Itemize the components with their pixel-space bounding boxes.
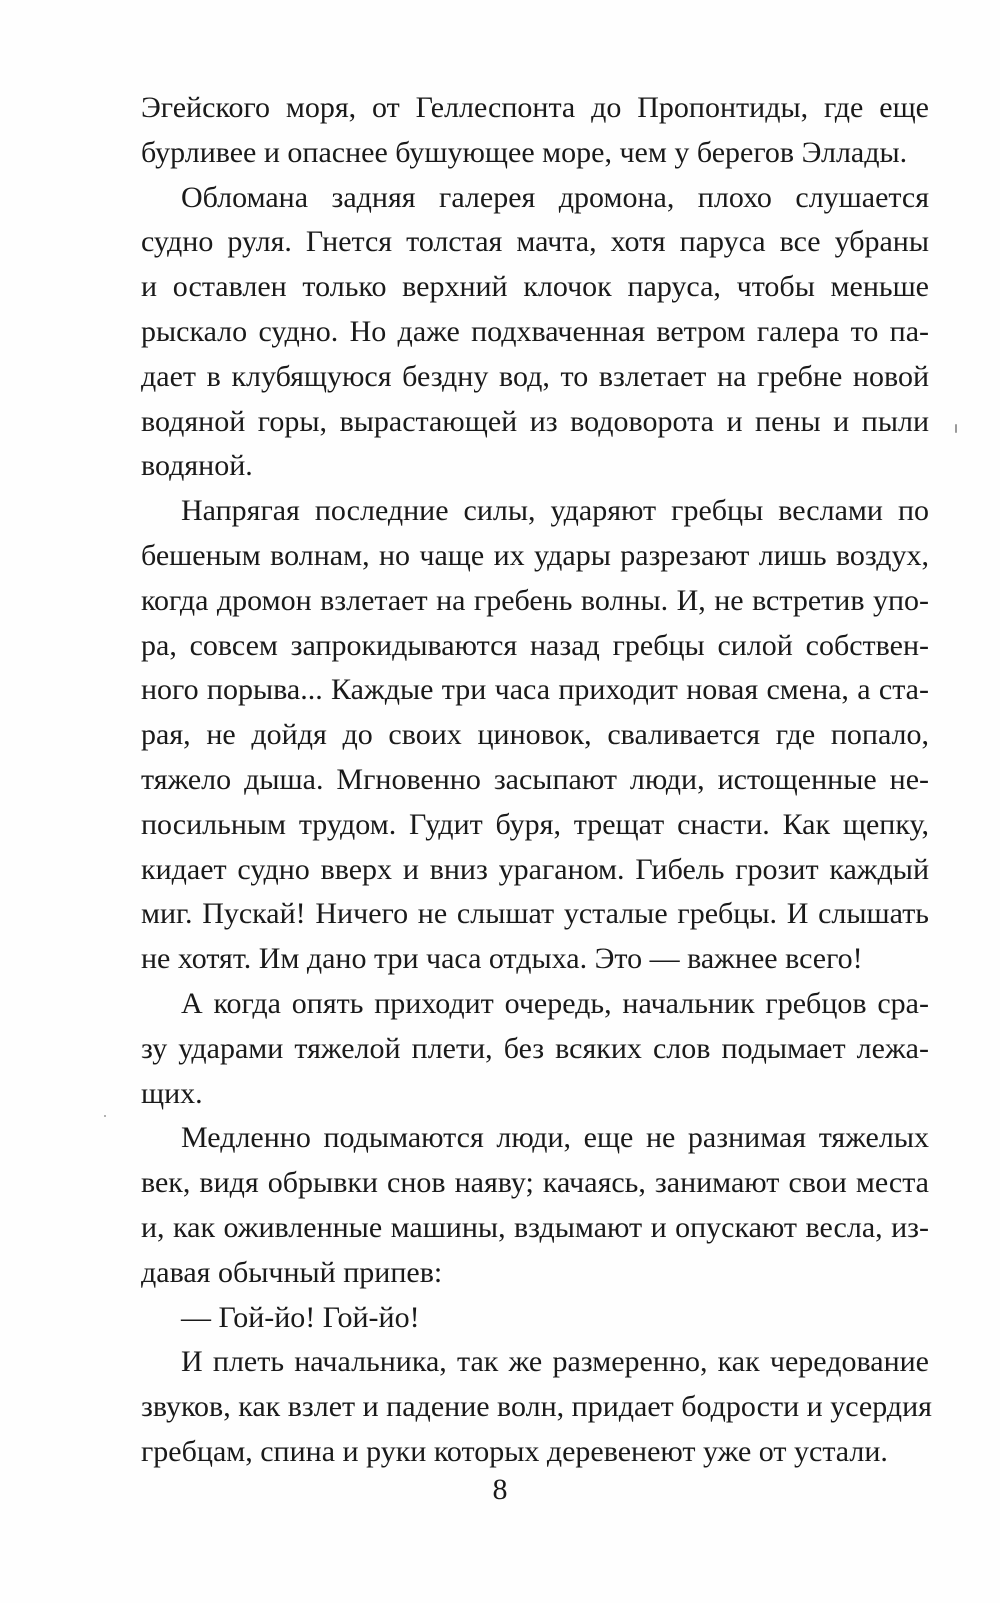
text-line: Эгейского моря, от Геллеспонта до Пропонтиды, где еще [141,91,929,124]
text-line: щих. [141,1076,203,1110]
text-line: водяной горы, вырастающей из водоворота и пены и пыли [141,404,929,438]
text-line: кидает судно вверх и вниз ураганом. Гибель грозит каждый [141,852,929,886]
paragraph [141,1340,932,1474]
paragraph [141,489,929,982]
text-line: посильным трудом. Гудит буря, трещат снасти. Как щепку, [141,807,929,841]
paragraph [141,1116,929,1295]
text-line: дает в клубящуюся бездну вод, то взлетает на гребне новой [141,359,929,393]
text-line: давая обычный припев: [141,1255,443,1289]
text-line: водяной. [141,449,253,483]
text-line: и, как оживленные машины, вздымают и опускают весла, из- [141,1210,929,1244]
paragraph [141,86,929,176]
paragraph [141,1296,929,1341]
text-line: Напрягая последние силы, ударяют гребцы веслами по [181,494,929,528]
page-number: 8 [492,1473,508,1506]
text-line: и оставлен только верхний клочок паруса, чтобы меньше [141,270,929,304]
text-line: судно руля. Гнется толстая мачта, хотя паруса все убраны [141,225,929,259]
text-line: бешеным волнам, но чаще их удары разрезают лишь воздух, [141,538,929,572]
scan-speck [955,424,957,433]
text-line: рая, не дойдя до своих циновок, сваливается где попало, [141,718,929,752]
text-line: миг. Пускай! Ничего не слышат усталые гребцы. И слышать [141,897,929,931]
text-line: — Гой-йо! Гой-йо! [181,1300,420,1334]
scan-speck [104,1115,106,1117]
text-line: Обломана задняя галерея дромона, плохо слушается [181,180,929,214]
text-line: И плеть начальника, так же размеренно, как чередование [181,1345,929,1379]
text-line: век, видя обрывки снов наяву; качаясь, занимают свои места [141,1166,929,1200]
text-line: тяжело дыша. Мгновенно засыпают люди, истощенные не- [141,762,929,796]
text-line: когда дромон взлетает на гребень волны. И, не встретив упо- [141,583,929,617]
text-line: зу ударами тяжелой плети, без всяких слов подымает лежа- [141,1031,929,1065]
text-line: бурливее и опаснее бушующее море, чем у берегов Эллады. [141,135,908,169]
paragraph [141,982,929,1116]
text-line: гребцам, спина и руки которых деревенеют уже от устали. [141,1434,888,1468]
body-text [141,86,932,1475]
text-line: звуков, как взлет и падение волн, придает бодрости и усердия [141,1390,932,1424]
text-line: рыскало судно. Но даже подхваченная ветром галера то па- [141,314,929,348]
text-line: ного порыва... Каждые три часа приходит новая смена, а ста- [141,673,929,707]
text-line: ра, совсем запрокидываются назад гребцы силой собствен- [141,628,929,662]
text-line: А когда опять приходит очередь, начальник гребцов сра- [181,986,929,1020]
paragraph [141,176,929,490]
text-line: Медленно подымаются люди, еще не разнимая тяжелых [181,1121,929,1155]
text-line: не хотят. Им дано три часа отдыха. Это — важнее всего! [141,942,863,976]
